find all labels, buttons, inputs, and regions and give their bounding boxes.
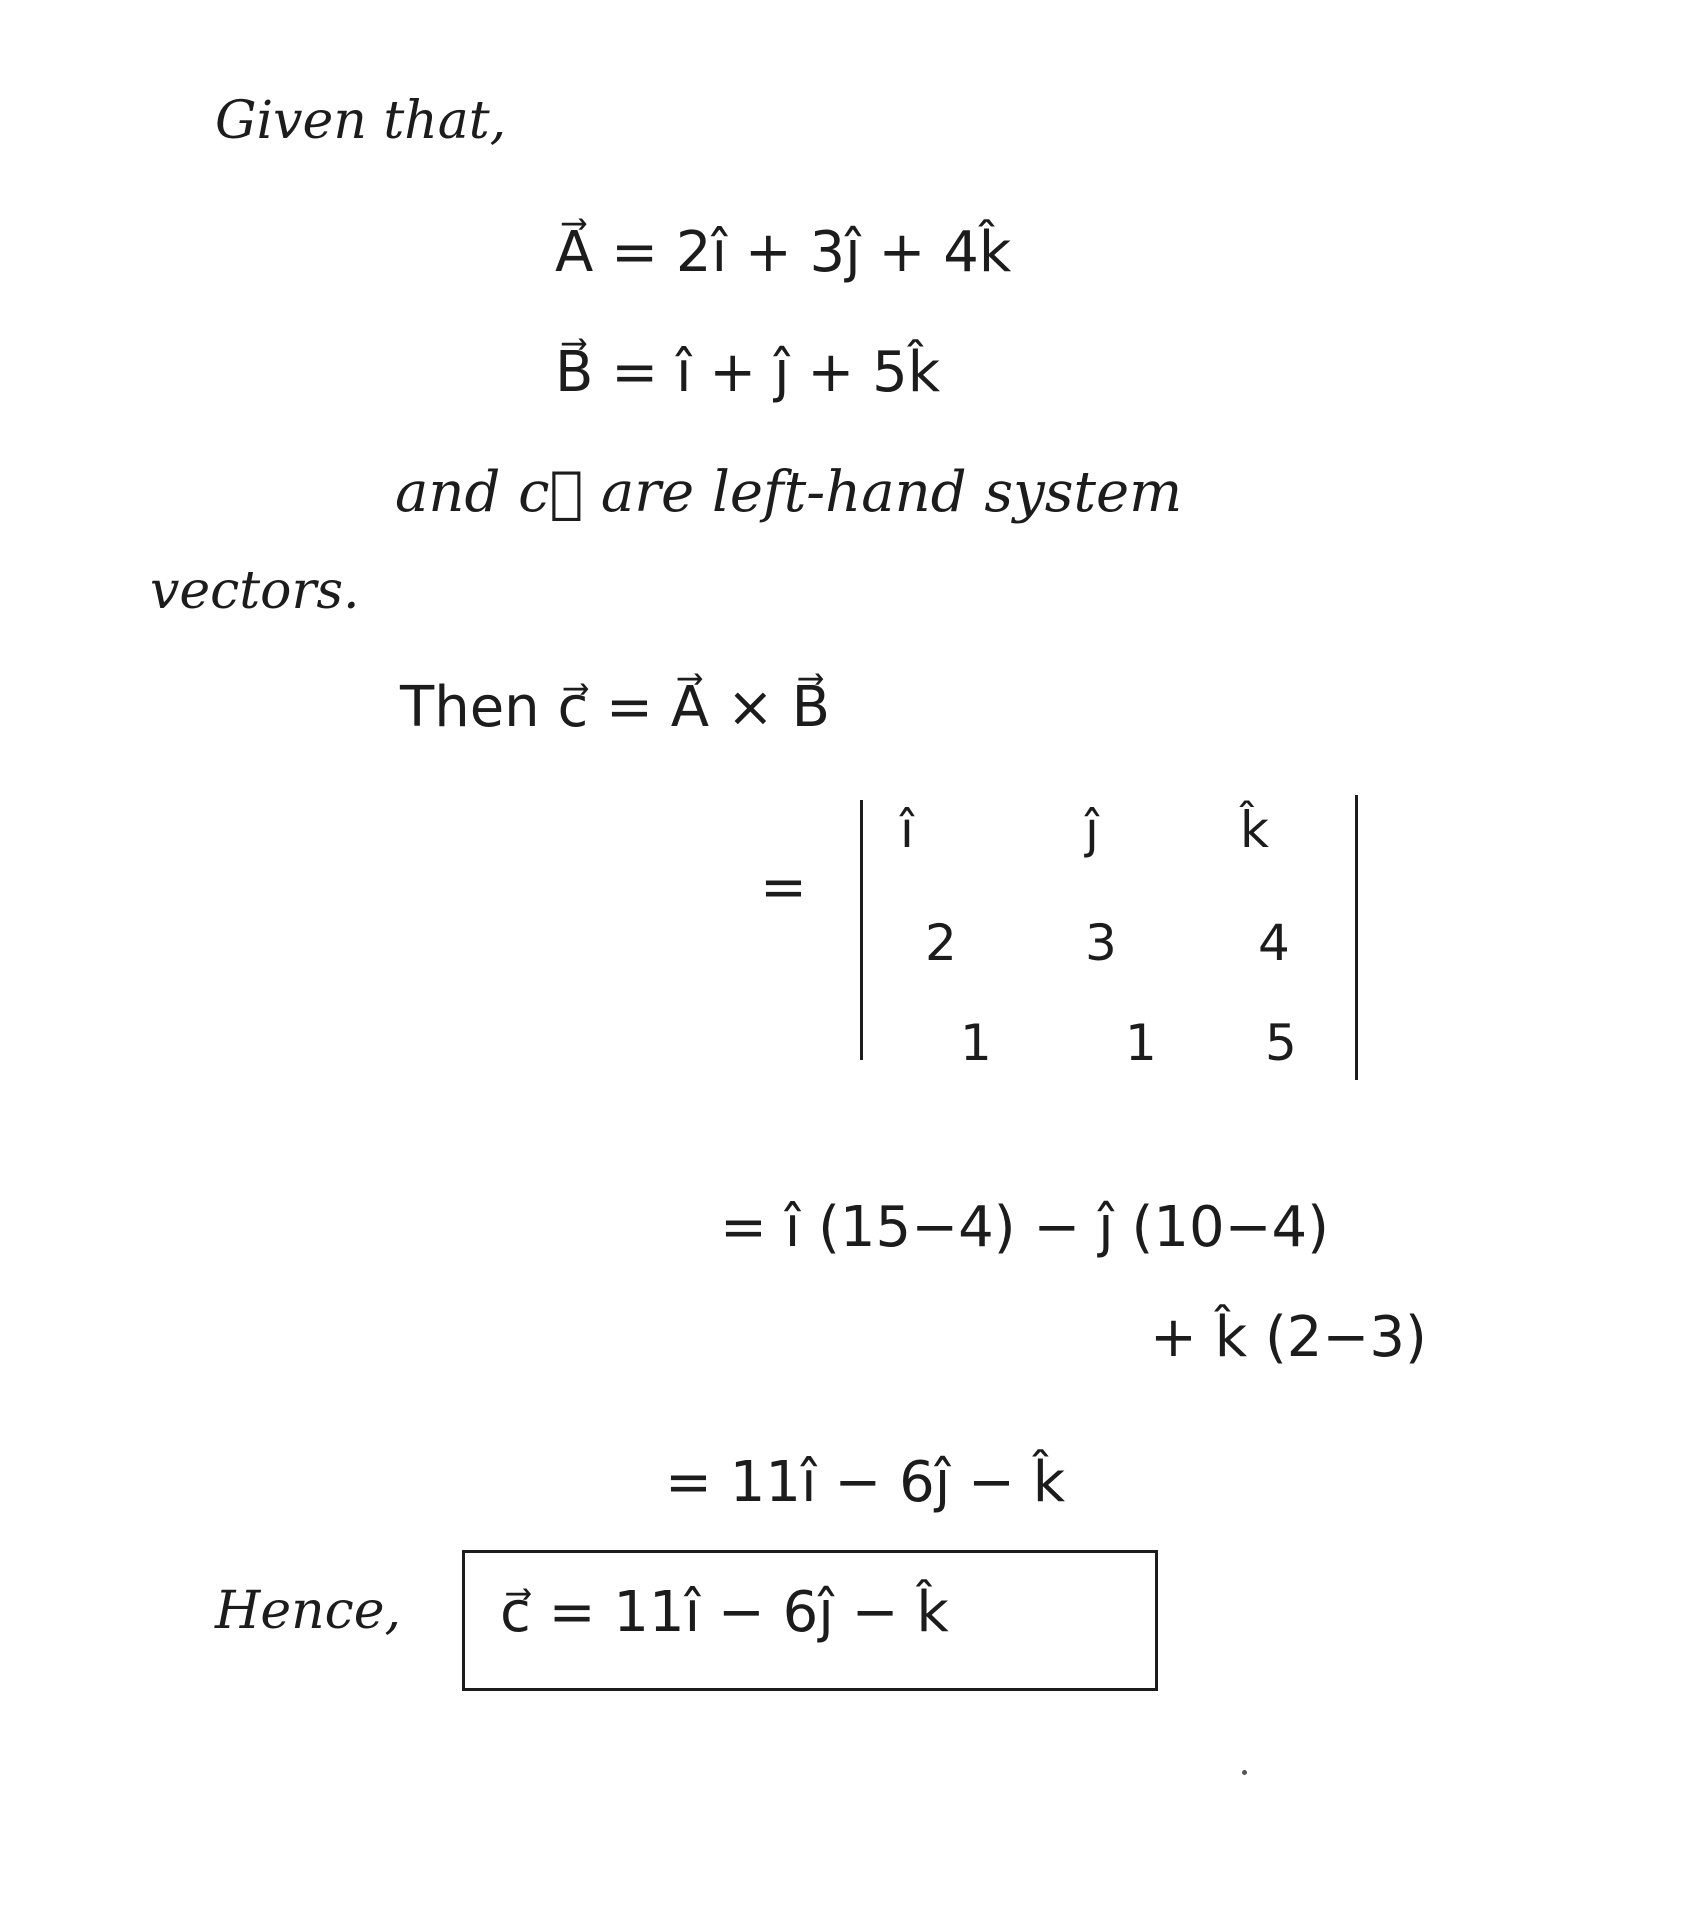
determinant-left-bar (860, 800, 863, 1060)
determinant-right-bar (1355, 795, 1358, 1080)
det-cell-5: 5 (1265, 1014, 1297, 1072)
final-answer: c⃗ = 11î − 6ĵ − k̂ (500, 1580, 949, 1645)
vectors-line: vectors. (150, 561, 360, 621)
det-cell-4: 4 (1258, 914, 1290, 972)
det-cell-1b: 1 (1125, 1014, 1157, 1072)
det-cell-j: ĵ (1085, 801, 1099, 859)
then-line: Then c⃗ = A⃗ × B⃗ (400, 675, 831, 740)
det-cell-3: 3 (1085, 914, 1117, 972)
det-cell-2: 2 (925, 914, 957, 972)
vector-a-definition: A⃗ = 2î + 3ĵ + 4k̂ (555, 220, 1012, 285)
det-cell-i: î (900, 801, 914, 859)
ink-speck (1242, 1770, 1247, 1775)
det-cell-k: k̂ (1240, 801, 1269, 859)
hence-label: Hence, (215, 1581, 402, 1641)
and-clause-line: and c⃗ are left-hand system (395, 460, 1183, 525)
det-cell-1a: 1 (960, 1014, 992, 1072)
determinant-equals: = (760, 855, 807, 920)
result-line: = 11î − 6ĵ − k̂ (665, 1450, 1066, 1515)
expansion-line-2: + k̂ (2−3) (1150, 1305, 1427, 1370)
vector-b-definition: B⃗ = î + ĵ + 5k̂ (555, 340, 941, 405)
given-line: Given that, (215, 91, 507, 151)
expansion-line-1: = î (15−4) − ĵ (10−4) (720, 1195, 1329, 1260)
